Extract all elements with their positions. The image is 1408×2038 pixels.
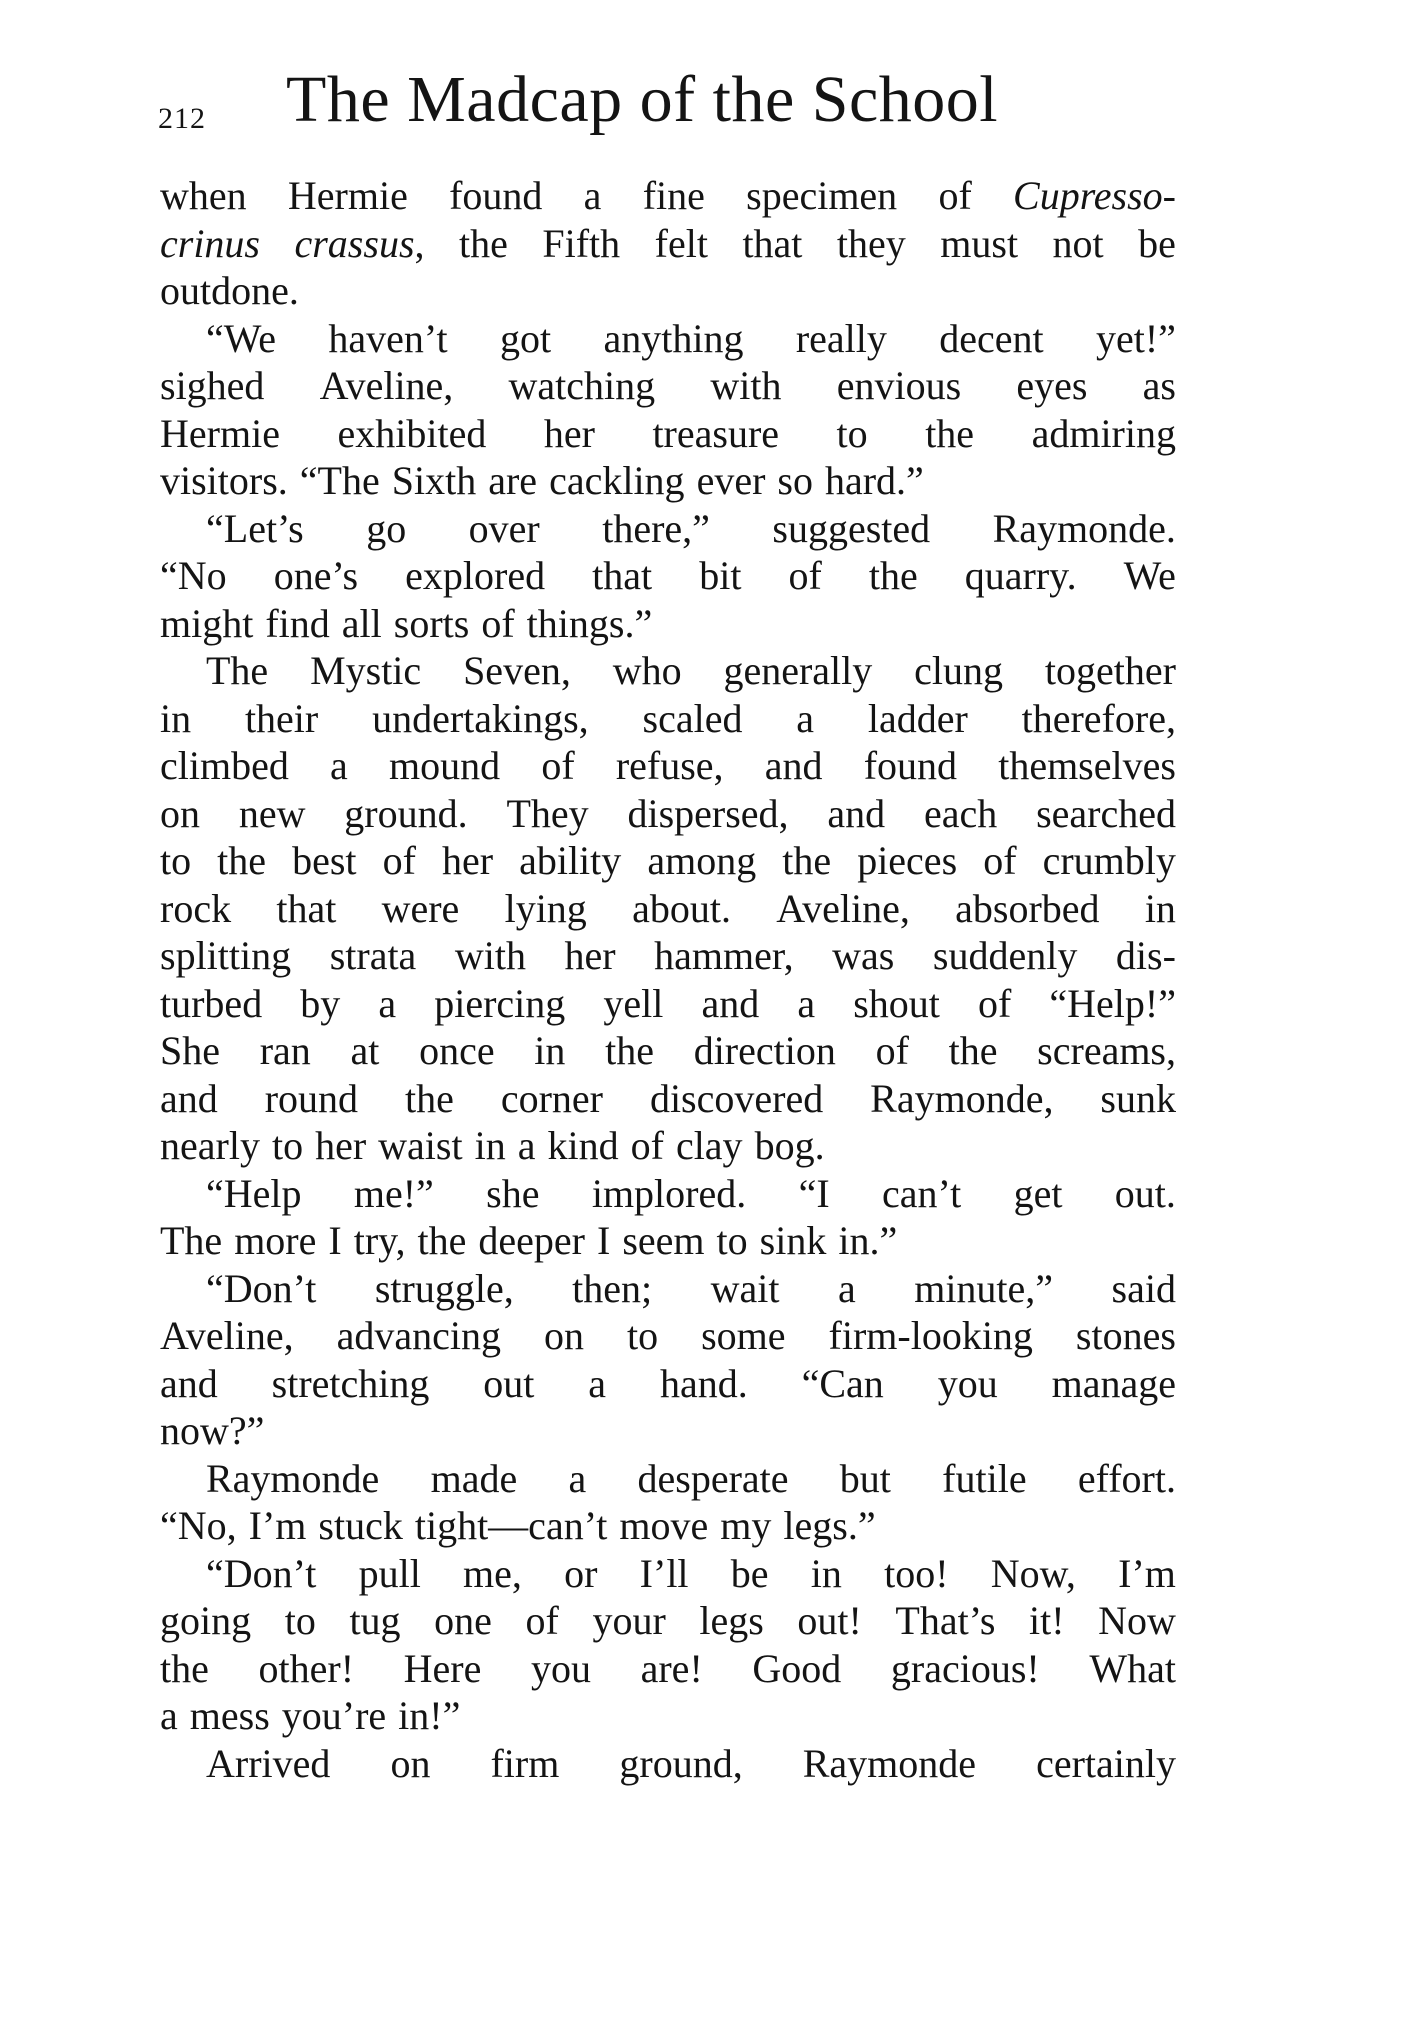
word: your <box>592 1598 666 1643</box>
text-line <box>160 1455 1176 1503</box>
word: minute,” <box>914 1265 1054 1311</box>
word: said <box>1111 1265 1176 1311</box>
word: hammer, <box>654 933 794 978</box>
word: turbed <box>160 980 263 1026</box>
word: Here <box>403 1645 482 1691</box>
word: The <box>160 1218 223 1263</box>
word: stuck <box>318 1503 403 1548</box>
word: firm <box>490 1740 560 1786</box>
word: dispersed, <box>627 790 789 836</box>
word: suddenly <box>932 933 1078 978</box>
word: bog. <box>754 1123 825 1168</box>
word: a <box>568 1455 587 1501</box>
text-line <box>160 1217 1176 1265</box>
word: of <box>938 173 972 218</box>
word: a <box>796 695 815 741</box>
word: manage <box>1051 1360 1176 1406</box>
text-line <box>160 1407 1176 1455</box>
word: that <box>742 220 803 266</box>
word: once <box>419 1028 495 1073</box>
word: suggested <box>772 505 931 551</box>
word: or <box>564 1550 598 1596</box>
word: dis- <box>1115 933 1176 978</box>
word: the <box>217 838 267 883</box>
word: themselves <box>998 743 1176 788</box>
word: you <box>530 1645 591 1691</box>
word: “Don’t <box>206 1265 317 1311</box>
word: gracious! <box>890 1645 1040 1691</box>
word: of <box>977 980 1012 1026</box>
word: her <box>564 933 616 978</box>
word: in.” <box>838 1218 898 1263</box>
word: the <box>925 410 975 456</box>
word: struggle, <box>374 1265 514 1311</box>
word: decent <box>939 315 1044 361</box>
word: too! <box>884 1550 949 1596</box>
word: sorts <box>393 600 470 646</box>
word: strata <box>329 933 417 978</box>
word: “I <box>798 1170 830 1216</box>
word: and <box>701 980 760 1026</box>
word: find <box>265 600 330 646</box>
word: felt <box>654 220 708 266</box>
word: the <box>417 1218 467 1263</box>
word: nearly <box>160 1123 260 1168</box>
word: some <box>701 1313 786 1358</box>
word: me!” <box>353 1170 434 1216</box>
word: among <box>647 838 757 883</box>
word: one <box>434 1598 492 1643</box>
word: We <box>1123 553 1176 598</box>
word: climbed <box>160 743 289 788</box>
word: get <box>1013 1170 1063 1216</box>
word: “Let’s <box>206 505 304 551</box>
word: kind <box>547 1123 619 1168</box>
word: so <box>777 458 813 503</box>
word: was <box>832 933 895 978</box>
word: generally <box>723 648 873 693</box>
word: of <box>630 1123 664 1168</box>
word: to <box>716 1218 748 1263</box>
word: “The <box>299 458 380 503</box>
word: She <box>160 1028 220 1073</box>
word: direction <box>693 1028 836 1073</box>
word: in <box>474 1123 506 1168</box>
text-line <box>160 1312 1176 1360</box>
word: What <box>1089 1645 1176 1691</box>
word: I’m <box>1118 1550 1176 1596</box>
word: can’t <box>882 1170 962 1216</box>
word: stones <box>1075 1313 1176 1358</box>
text-line <box>160 1645 1176 1693</box>
word: it! <box>1029 1598 1065 1643</box>
word: Sixth <box>391 458 477 503</box>
text-line <box>160 1692 1176 1740</box>
word: she <box>486 1170 540 1216</box>
word: discovered <box>649 1075 824 1121</box>
word: seem <box>622 1218 705 1263</box>
word: in <box>1144 885 1176 931</box>
word: certainly <box>1036 1740 1176 1786</box>
word: a <box>330 743 348 788</box>
word: Raymonde <box>206 1455 380 1501</box>
text-line <box>160 1360 1176 1408</box>
word: watching <box>508 363 656 408</box>
word: the <box>160 1645 209 1691</box>
word: there,” <box>602 505 710 551</box>
word: when <box>160 173 247 218</box>
body-text <box>160 172 1176 1787</box>
word: be <box>730 1550 769 1596</box>
word: explored <box>405 553 546 598</box>
word: each <box>923 790 998 836</box>
word: sunk <box>1100 1075 1176 1121</box>
word: their <box>244 695 319 741</box>
word: Good <box>752 1645 842 1691</box>
word: Arrived <box>206 1740 331 1786</box>
text-line <box>160 172 1176 220</box>
word: that <box>592 553 653 598</box>
word: Mystic <box>310 648 422 693</box>
word: a <box>797 980 816 1026</box>
word: therefore, <box>1021 695 1176 741</box>
word: wait <box>710 1265 780 1311</box>
word: be <box>1138 220 1176 266</box>
word: ability <box>519 838 622 883</box>
text-line <box>160 220 1176 268</box>
word: got <box>500 315 552 361</box>
word: must <box>940 220 1019 266</box>
word: mound <box>389 743 501 788</box>
word: crumbly <box>1042 838 1176 883</box>
text-line <box>160 1550 1176 1598</box>
word: in <box>160 695 192 741</box>
word: eyes <box>1016 363 1088 408</box>
word: haven’t <box>328 315 448 361</box>
text-line <box>160 552 1176 600</box>
word: yell <box>603 980 664 1026</box>
word: ever <box>696 458 766 503</box>
word: envious <box>836 363 962 408</box>
word: hard.” <box>824 458 924 503</box>
word: I <box>597 1218 611 1263</box>
word: a <box>837 1265 856 1311</box>
word: ground. <box>344 790 468 836</box>
word: a <box>378 980 397 1026</box>
word: “No, <box>160 1503 237 1548</box>
word: a <box>517 1123 536 1168</box>
word: of <box>983 838 1017 883</box>
text-line <box>160 600 1176 648</box>
word: “Don’t <box>206 1550 317 1596</box>
word: undertakings, <box>372 695 589 741</box>
word: I <box>328 1218 342 1263</box>
word: in!” <box>398 1693 461 1738</box>
word: other! <box>258 1645 355 1691</box>
word: going <box>160 1598 252 1643</box>
word: exhibited <box>337 410 487 456</box>
text-line <box>160 932 1176 980</box>
word: now?” <box>160 1408 265 1453</box>
word: clung <box>914 648 1004 693</box>
word: found <box>863 743 958 788</box>
word: Raymonde. <box>992 505 1176 551</box>
word: tug <box>349 1598 401 1643</box>
text-line <box>160 885 1176 933</box>
word: I’ll <box>639 1550 689 1596</box>
word: and <box>827 790 886 836</box>
word: legs <box>699 1598 764 1643</box>
word: shout <box>853 980 940 1026</box>
word: That’s <box>895 1598 996 1643</box>
word: Aveline, <box>160 1313 294 1358</box>
word: Raymonde <box>802 1740 977 1786</box>
word: to <box>626 1313 659 1358</box>
text-line <box>160 1597 1176 1645</box>
word: her <box>441 838 494 883</box>
text-line <box>160 837 1176 885</box>
word: “Help!” <box>1049 980 1176 1026</box>
word: to <box>284 1598 316 1643</box>
word: bit <box>699 553 742 598</box>
text-line <box>160 695 1176 743</box>
word: in <box>810 1550 842 1596</box>
word: searched <box>1036 790 1176 836</box>
word: all <box>341 600 382 646</box>
word: that <box>276 885 337 931</box>
word: I’m <box>248 1503 307 1548</box>
word: hand. <box>659 1360 748 1406</box>
word: sighed <box>160 363 265 408</box>
word: might <box>160 600 254 646</box>
word: waist <box>378 1123 463 1168</box>
word: me, <box>463 1550 522 1596</box>
word: deeper <box>478 1218 586 1263</box>
word: crinus <box>160 220 260 266</box>
text-line <box>160 505 1176 553</box>
word: the <box>605 1028 654 1073</box>
word: ladder <box>867 695 968 741</box>
word: “No <box>160 553 227 598</box>
word: corner <box>500 1075 603 1121</box>
word: her <box>315 1123 367 1168</box>
text-line <box>160 1170 1176 1218</box>
word: found <box>449 173 543 218</box>
page-number: 212 <box>158 102 206 135</box>
word: on <box>544 1313 584 1358</box>
word: Aveline, <box>319 363 454 408</box>
word: the <box>459 220 508 266</box>
running-header <box>158 62 1178 142</box>
word: Seven, <box>463 648 571 693</box>
word: as <box>1142 363 1176 408</box>
word: screams, <box>1037 1028 1176 1073</box>
word: more <box>234 1218 317 1263</box>
text-line <box>160 980 1176 1028</box>
word: to <box>160 838 192 883</box>
word: they <box>836 220 906 266</box>
word: move <box>619 1503 709 1548</box>
text-line <box>160 267 1176 315</box>
word: visitors. <box>160 458 288 503</box>
word: Now <box>1098 1598 1176 1643</box>
word: round <box>264 1075 359 1121</box>
word: try, <box>353 1218 406 1263</box>
word: to <box>836 410 868 456</box>
word: pieces <box>857 838 958 883</box>
word: specimen <box>746 173 898 218</box>
word: Raymonde, <box>870 1075 1054 1121</box>
text-line <box>160 1122 1176 1170</box>
word: my <box>720 1503 772 1548</box>
word: splitting <box>160 933 292 978</box>
word: really <box>795 315 887 361</box>
word: ran <box>259 1028 311 1073</box>
word: of <box>525 1598 559 1643</box>
word: They <box>506 790 589 836</box>
word: treasure <box>652 410 780 456</box>
word: yet!” <box>1095 315 1176 361</box>
word: tight—can’t <box>414 1503 608 1548</box>
word: out <box>483 1360 535 1406</box>
word: legs.” <box>783 1503 876 1548</box>
word: on <box>390 1740 431 1786</box>
word: mess <box>189 1693 270 1738</box>
word: her <box>543 410 595 456</box>
word: “Help <box>206 1170 302 1216</box>
word: piercing <box>434 980 566 1026</box>
word: not <box>1052 220 1104 266</box>
word: and <box>160 1075 218 1121</box>
word: the <box>868 553 918 598</box>
word: Hermie <box>160 410 280 456</box>
word: Aveline, <box>776 885 910 931</box>
word: cackling <box>549 458 685 503</box>
word: clay <box>675 1123 743 1168</box>
text-line <box>160 1740 1176 1788</box>
text-line <box>160 1265 1176 1313</box>
word: one’s <box>273 553 359 598</box>
text-line <box>160 1075 1176 1123</box>
word: sink <box>759 1218 827 1263</box>
word: together <box>1044 648 1176 693</box>
word: refuse, <box>615 743 724 788</box>
word: you <box>937 1360 998 1406</box>
word: made <box>430 1455 518 1501</box>
word: Hermie <box>287 173 408 218</box>
text-line <box>160 647 1176 695</box>
word: who <box>612 648 682 693</box>
word: then; <box>572 1265 653 1311</box>
word: with <box>710 363 782 408</box>
word: the <box>948 1028 998 1073</box>
word: to <box>271 1123 304 1168</box>
word: were <box>381 885 460 931</box>
word: absorbed <box>955 885 1100 931</box>
text-line <box>160 362 1176 410</box>
word: best <box>292 838 357 883</box>
word: out! <box>797 1598 862 1643</box>
word: ground, <box>619 1740 743 1786</box>
word: the <box>405 1075 454 1121</box>
word: effort. <box>1077 1455 1176 1501</box>
word: stretching <box>271 1360 430 1406</box>
word: desperate <box>637 1455 789 1501</box>
word: scaled <box>642 695 743 741</box>
word: lying <box>504 885 587 931</box>
word: fine <box>642 173 705 218</box>
word: go <box>366 505 407 551</box>
word: advancing <box>336 1313 502 1358</box>
word: implored. <box>591 1170 747 1216</box>
word: at <box>350 1028 380 1073</box>
text-line <box>160 790 1176 838</box>
word: firm-looking <box>828 1313 1033 1358</box>
word: Cupresso- <box>1013 173 1176 218</box>
word: but <box>839 1455 891 1501</box>
word: rock <box>160 885 232 931</box>
text-line <box>160 742 1176 790</box>
word: by <box>300 980 341 1026</box>
word: of <box>382 838 416 883</box>
word: The <box>206 648 269 693</box>
word: of <box>481 600 515 646</box>
word: futile <box>942 1455 1027 1501</box>
word: crassus, <box>294 220 425 266</box>
word: outdone. <box>160 268 299 313</box>
word: and <box>160 1360 218 1406</box>
word: of <box>541 743 575 788</box>
word: Fifth <box>542 220 621 266</box>
text-line <box>160 410 1176 458</box>
word: about. <box>632 885 731 931</box>
running-title: The Madcap of the School <box>286 63 999 136</box>
word: of <box>788 553 822 598</box>
word: and <box>764 743 823 788</box>
word: “We <box>206 315 277 361</box>
word: on <box>160 790 200 836</box>
word: a <box>588 1360 607 1406</box>
word: out. <box>1114 1170 1176 1216</box>
word: a <box>160 1693 178 1738</box>
word: of <box>875 1028 909 1073</box>
word: with <box>454 933 526 978</box>
text-line <box>160 1502 1176 1550</box>
word: Now, <box>990 1550 1076 1596</box>
text-line <box>160 1027 1176 1075</box>
word: are! <box>640 1645 703 1691</box>
word: things.” <box>526 600 653 646</box>
word: “Can <box>801 1360 884 1406</box>
word: over <box>468 505 540 551</box>
word: the <box>782 838 832 883</box>
word: you’re <box>281 1693 387 1738</box>
word: in <box>534 1028 566 1073</box>
word: anything <box>603 315 744 361</box>
word: are <box>488 458 538 503</box>
word: a <box>583 173 602 218</box>
text-line <box>160 457 1176 505</box>
word: quarry. <box>964 553 1077 598</box>
word: admiring <box>1031 410 1176 456</box>
text-line <box>160 315 1176 363</box>
word: new <box>238 790 306 836</box>
word: pull <box>358 1550 421 1596</box>
